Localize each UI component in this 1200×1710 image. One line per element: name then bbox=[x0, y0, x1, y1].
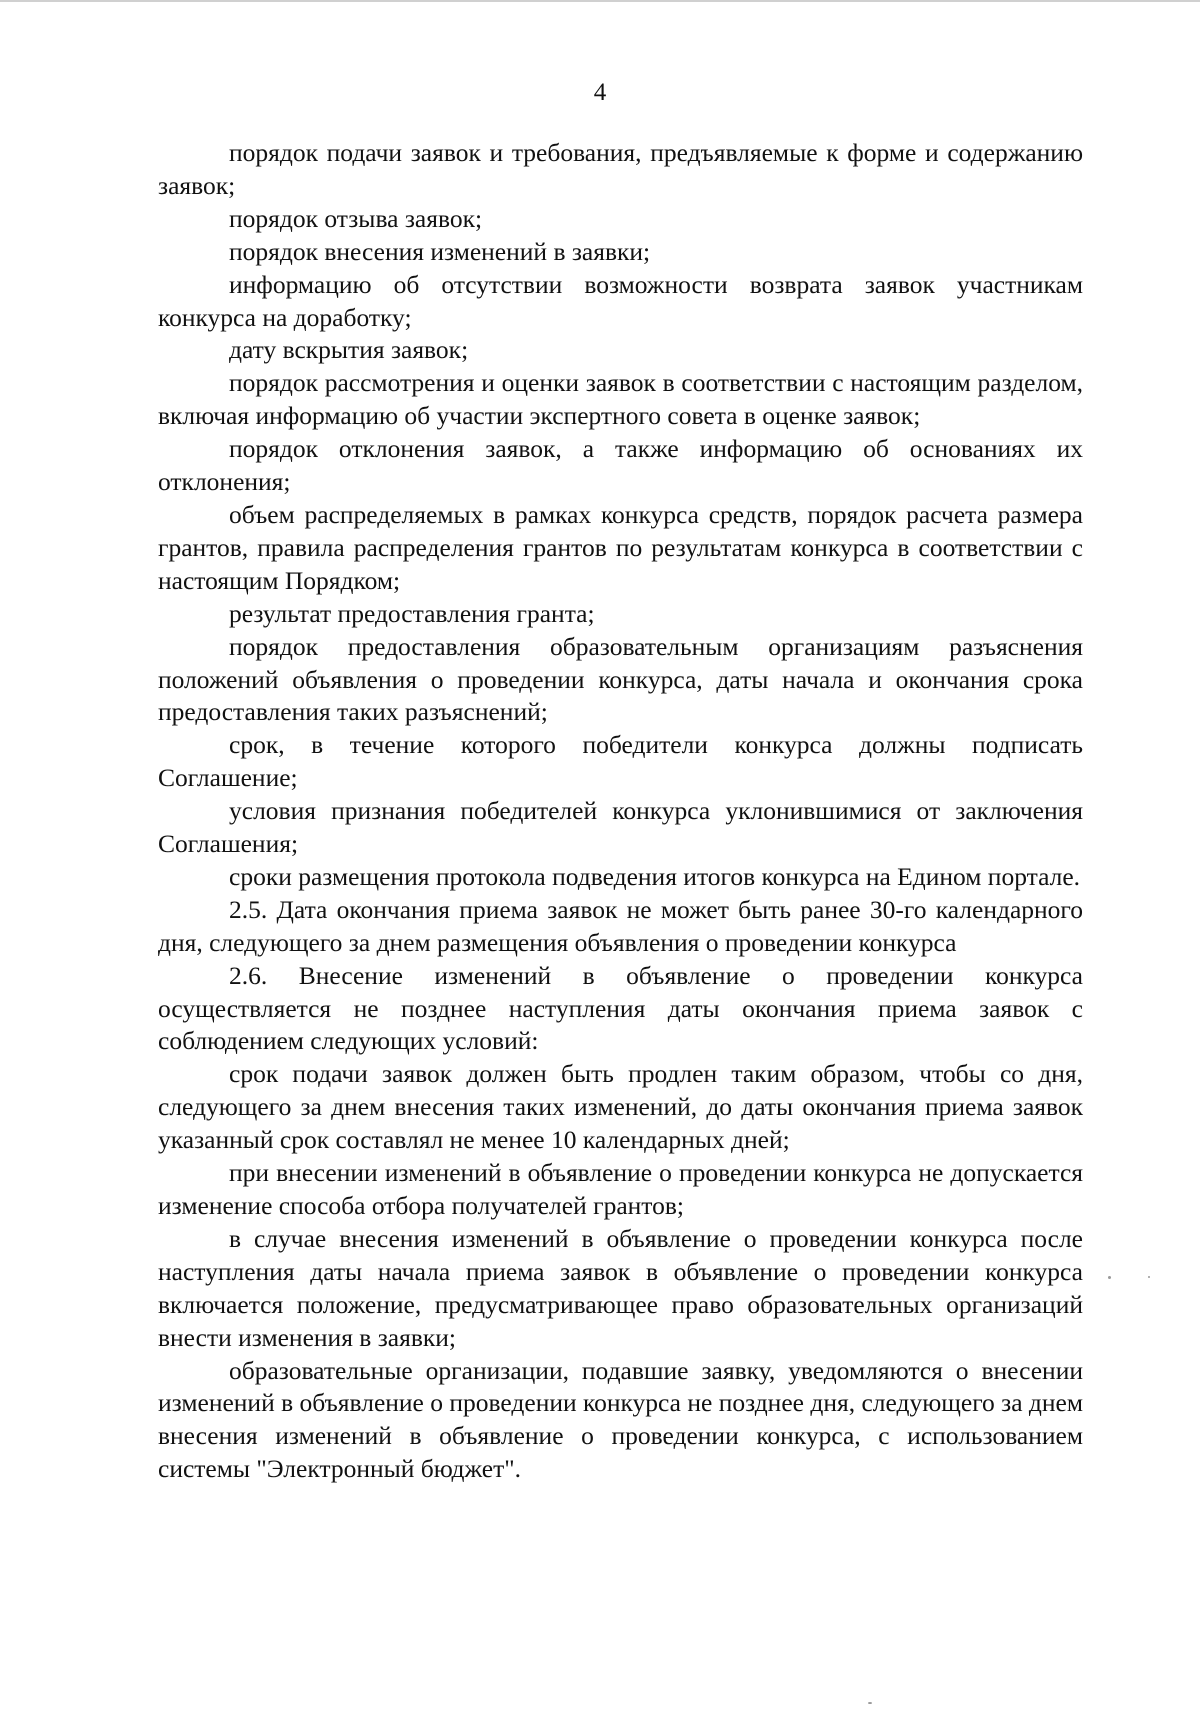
paragraph: объем распределяемых в рамках конкурса средств, порядок расчета размера грантов, правила распределения грантов по результатам конкурса в соответствии с настоящим Порядком; bbox=[158, 499, 1083, 595]
paragraph-2-6: 2.6. Внесение изменений в объявление о проведении конкурса осуществляется не позднее наступления даты окончания приема заявок с соблюдением следующих условий: bbox=[158, 960, 1083, 1056]
paragraph: условия признания победителей конкурса уклонившимися от заключения Соглашения; bbox=[158, 796, 1083, 859]
paragraph: в случае внесения изменений в объявление о проведении конкурса после наступления даты начала приема заявок в объявление о проведении конкурса включается положение, предусматривающее право образовательных организаций внести изменения в заявки; bbox=[158, 1223, 1083, 1352]
paragraph: порядок отклонения заявок, а также информацию об основаниях их отклонения; bbox=[158, 434, 1083, 497]
scan-top-edge bbox=[0, 0, 1200, 2]
page-number: 4 bbox=[593, 79, 607, 106]
paragraph: срок, в течение которого победители конкурса должны подписать Соглашение; bbox=[158, 730, 1083, 793]
paragraph: порядок подачи заявок и требования, предъявляемые к форме и содержанию заявок; bbox=[158, 138, 1083, 200]
paragraph: срок подачи заявок должен быть продлен таким образом, чтобы со дня, следующего за днем внесения таких изменений, до даты окончания приема заявок указанный срок составлял не менее 10 календарных дней; bbox=[158, 1059, 1083, 1155]
paragraph: порядок отзыва заявок; bbox=[229, 203, 483, 233]
document-body bbox=[158, 137, 1083, 1486]
scan-speck bbox=[1108, 1276, 1111, 1279]
paragraph: при внесении изменений в объявление о проведении конкурса не допускается изменение способа отбора получателей грантов; bbox=[158, 1158, 1083, 1220]
paragraph-2-5: 2.5. Дата окончания приема заявок не может быть ранее 30-го календарного дня, следующего за днем размещения объявления о проведении конкурса bbox=[158, 894, 1083, 957]
paragraph: порядок рассмотрения и оценки заявок в соответствии с настоящим разделом, включая информацию об участии экспертного совета в оценке заявок; bbox=[158, 368, 1083, 431]
paragraph: дату вскрытия заявок; bbox=[229, 335, 469, 365]
paragraph: порядок внесения изменений в заявки; bbox=[229, 236, 651, 266]
paragraph: сроки размещения протокола подведения итогов конкурса на Едином портале. bbox=[229, 861, 1081, 891]
scan-speck bbox=[868, 1702, 872, 1704]
scan-speck bbox=[1148, 1276, 1150, 1278]
paragraph: образовательные организации, подавшие заявку, уведомляются о внесении изменений в объявление о проведении конкурса не позднее дня, следующего за днем внесения изменений в объявление о проведении конкурса, с использованием системы "Электронный бюджет". bbox=[158, 1355, 1083, 1484]
paragraph: порядок предоставления образовательным организациям разъяснения положений объявления о проведении конкурса, даты начала и окончания срока предоставления таких разъяснений; bbox=[158, 631, 1083, 727]
paragraph: результат предоставления гранта; bbox=[229, 598, 595, 628]
paragraph: информацию об отсутствии возможности возврата заявок участникам конкурса на доработку; bbox=[158, 269, 1083, 332]
